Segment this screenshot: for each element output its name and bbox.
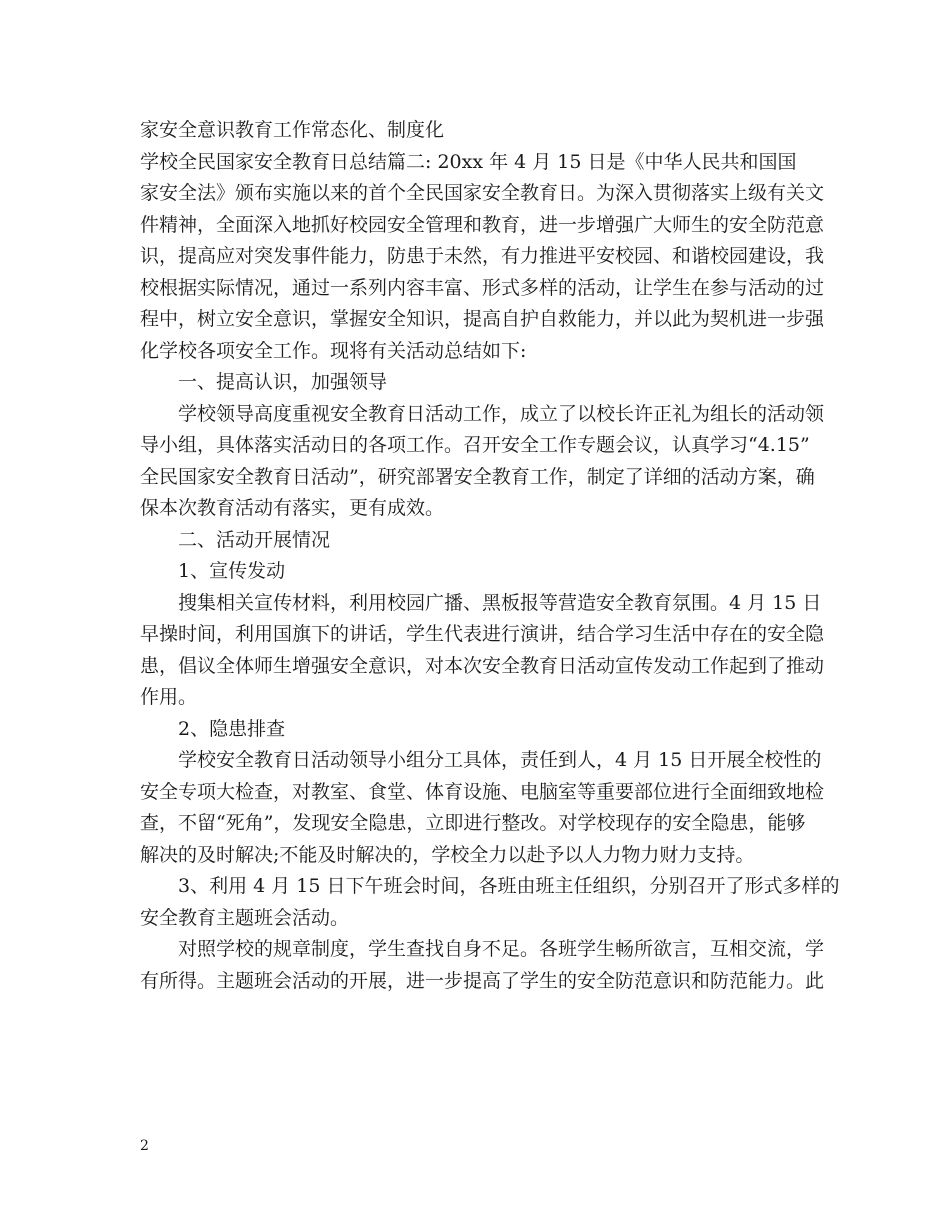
- text-line: 学校全民国家安全教育日总结篇二: 20xx 年 4 月 15 日是《中华人民共和国国: [140, 150, 797, 173]
- text-line: 学校安全教育日活动领导小组分工具体，责任到人，4 月 15 日开展全校性的: [178, 749, 822, 771]
- text-line: 安全教育主题班会活动。: [140, 906, 350, 929]
- text-line: 搜集相关宣传材料，利用校园广播、黑板报等营造安全教育氛围。4 月 15 日: [178, 591, 822, 614]
- text-line: 1、宣传发动: [178, 560, 286, 582]
- text-line: 程中，树立安全意识，掌握安全知识，提高自护自救能力，并以此为契机进一步强: [140, 308, 825, 330]
- text-line: 查，不留“死角”，发现安全隐患，立即进行整改。对学校现存的安全隐患，能够: [140, 812, 806, 834]
- text-line: 化学校各项安全工作。现将有关活动总结如下:: [140, 339, 527, 362]
- text-line: 件精神，全面深入地抓好校园安全管理和教育，进一步增强广大师生的安全防范意: [140, 213, 825, 236]
- text-line: 二、活动开展情况: [178, 528, 331, 551]
- document-body: [140, 115, 840, 997]
- text-line: 解决的及时解决;不能及时解决的，学校全力以赴予以人力物力财力支持。: [140, 843, 755, 866]
- text-line: 安全专项大检查，对教室、食堂、体育设施、电脑室等重要部位进行全面细致地检: [140, 780, 825, 803]
- text-line: 保本次教育活动有落实，更有成效。: [140, 497, 445, 519]
- text-line: 患，倡议全体师生增强安全意识，对本次安全教育日活动宣传发动工作起到了推动: [140, 654, 825, 677]
- text-line: 全民国家安全教育日活动”，研究部署安全教育工作，制定了详细的活动方案，确: [140, 465, 815, 488]
- text-line: 学校领导高度重视安全教育日活动工作，成立了以校长许正礼为组长的活动领: [178, 402, 825, 425]
- text-line: 有所得。主题班会活动的开展，进一步提高了学生的安全防范意识和防范能力。此: [140, 969, 825, 992]
- page-number: 2: [140, 1138, 149, 1154]
- text-line: 导小组，具体落实活动日的各项工作。召开安全工作专题会议，认真学习“4.15”: [140, 434, 810, 456]
- text-line: 识，提高应对突发事件能力，防患于未然，有力推进平安校园、和谐校园建设，我: [140, 245, 825, 267]
- text-line: 2、隐患排查: [178, 717, 286, 740]
- text-line: 家安全意识教育工作常态化、制度化: [140, 119, 445, 141]
- text-line: 早操时间，利用国旗下的讲话，学生代表进行演讲，结合学习生活中存在的安全隐: [140, 623, 825, 645]
- text-line: 3、利用 4 月 15 日下午班会时间，各班由班主任组织，分别召开了形式多样的: [178, 875, 840, 897]
- text-line: 家安全法》颁布实施以来的首个全民国家安全教育日。为深入贯彻落实上级有关文: [140, 182, 825, 204]
- text-line: 对照学校的规章制度，学生查找自身不足。各班学生畅所欲言，互相交流，学: [178, 938, 825, 960]
- text-line: 作用。: [140, 686, 198, 708]
- text-line: 一、提高认识，加强领导: [178, 371, 388, 393]
- text-line: 校根据实际情况，通过一系列内容丰富、形式多样的活动，让学生在参与活动的过: [140, 276, 825, 299]
